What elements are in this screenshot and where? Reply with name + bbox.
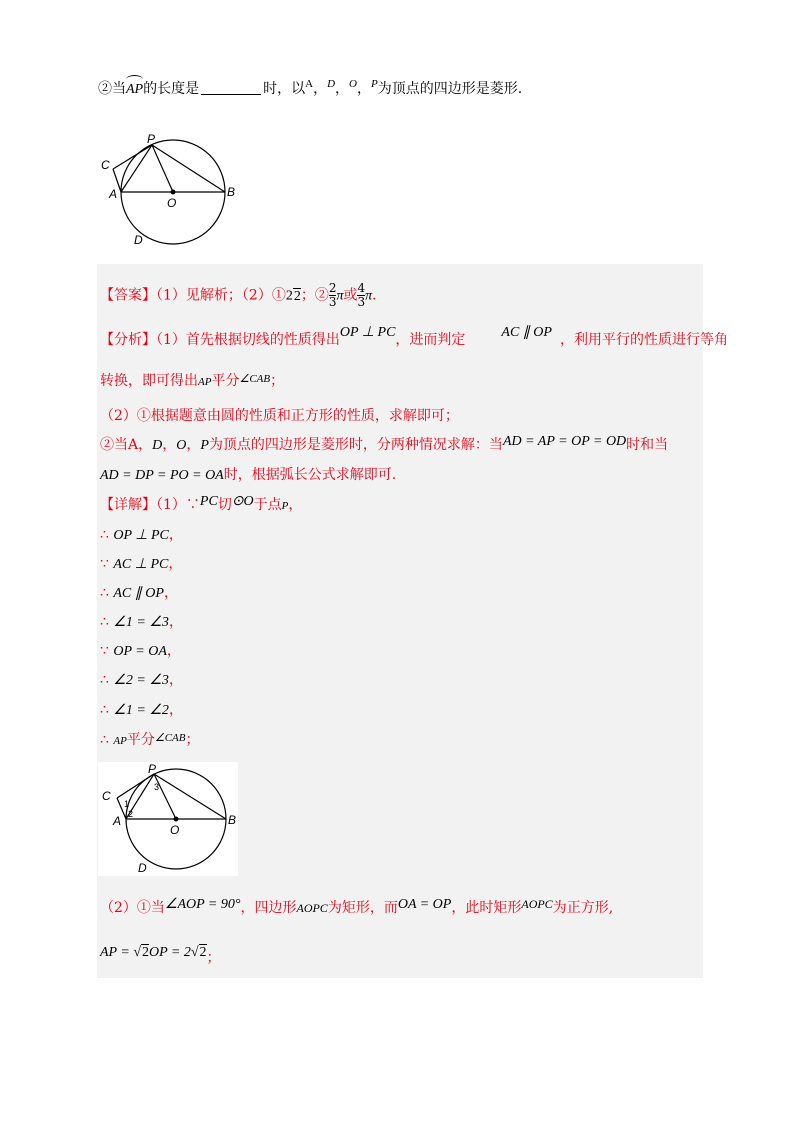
- question-text-3: 时，以: [263, 81, 306, 97]
- analysis-line-1: 【分析】（1）首先根据切线的性质得出OP ⊥ PC，进而判定 AC ∥ OP ，利用平行的性质进行等角: [100, 325, 728, 348]
- detail-step-3: ∴ AC ∥ OP，: [100, 585, 178, 601]
- center-dot-2: [174, 817, 179, 822]
- label-a-2: A: [113, 814, 122, 828]
- label-p: P: [147, 132, 156, 146]
- detail-label: 【详解】: [100, 497, 156, 513]
- vertex-o: O: [349, 78, 357, 90]
- detail-step-1: ∴ OP ⊥ PC，: [100, 527, 183, 543]
- analysis-line-4: ②当A，D，O，P为顶点的四边形是菱形时，分两种情况求解：当AD = AP = OP = OD时和当: [100, 434, 669, 453]
- label-b: B: [227, 185, 236, 199]
- question-line: ②当AP的长度是 时，以$^A$，$^D$，$^O$，$^P$为顶点的四边形是菱形.: [98, 78, 523, 97]
- angle-label-3: 3: [154, 782, 160, 792]
- label-o: O: [167, 196, 177, 210]
- detail-part2-line-2: AP = √2OP = 2√2；: [100, 945, 221, 966]
- analysis-line-3: （2）①根据题意由圆的性质和正方形的性质，求解即可；: [100, 408, 459, 424]
- question-text-2: 的长度是: [143, 81, 200, 97]
- analysis-line-2: 转换，即可得出AP平分$^{\angle CAB}$；: [100, 373, 285, 389]
- vertex-p: P: [370, 78, 378, 90]
- arc-ap: AP: [126, 82, 144, 97]
- chord-ap: [121, 145, 152, 192]
- question-text-1: ②当: [98, 81, 126, 97]
- vertex-d: D: [327, 78, 336, 90]
- analysis-line-5: AD = DP = PO = OA时，根据弧长公式求解即可.: [100, 467, 397, 483]
- detail-step-6: ∴ ∠2 = ∠3，: [100, 672, 183, 688]
- detail-step-5: ∵ OP = OA，: [100, 643, 181, 659]
- geometry-diagram-2: [98, 762, 238, 876]
- label-c: C: [101, 158, 110, 172]
- label-p-2: P: [148, 762, 157, 776]
- geometry-diagram-1: [96, 132, 246, 250]
- angle-label-2: 2: [128, 809, 134, 819]
- label-d-2: D: [138, 861, 147, 875]
- answer-line: 【答案】（1）见解析；（2）①22；② $\frac{2}{3}$ π或 $\frac{4}{3}$ π.: [100, 281, 377, 309]
- label-a: A: [109, 187, 118, 201]
- vertex-a: A: [305, 78, 314, 90]
- angle-label-1: 1: [124, 799, 130, 809]
- tangent-pc: [113, 145, 152, 169]
- label-o-2: O: [170, 823, 180, 837]
- fraction-2-3: $\frac{2}{3}$: [328, 281, 337, 309]
- detail-step-2: ∵ AC ⊥ PC，: [100, 556, 183, 572]
- detail-step-4: ∴ ∠1 = ∠3，: [100, 614, 183, 630]
- center-dot: [171, 190, 176, 195]
- detail-step-7: ∴ ∠1 = ∠2，: [100, 702, 183, 718]
- detail-part2-line-1: （2）①当∠AOP = 90°，四边形AOPC为矩形，而OA = OP，此时矩形AOPC为正方形,: [100, 897, 614, 916]
- label-b-2: B: [228, 813, 237, 827]
- fraction-4-3: $\frac{4}{3}$: [357, 281, 366, 309]
- question-text-4: 为顶点的四边形是菱形.: [377, 81, 523, 97]
- detail-line-1: 【详解】（1）∵PC切⊙O于点P，: [100, 494, 303, 513]
- detail-step-8: ∴ AP平分$^{\angle CAB}$；: [100, 732, 200, 748]
- analysis-label: 【分析】: [100, 332, 156, 348]
- answer-blank: [201, 82, 261, 95]
- label-d: D: [134, 233, 143, 247]
- answer-label: 【答案】: [100, 287, 156, 304]
- tangent-pc-2: [117, 774, 154, 798]
- label-c-2: C: [102, 789, 111, 803]
